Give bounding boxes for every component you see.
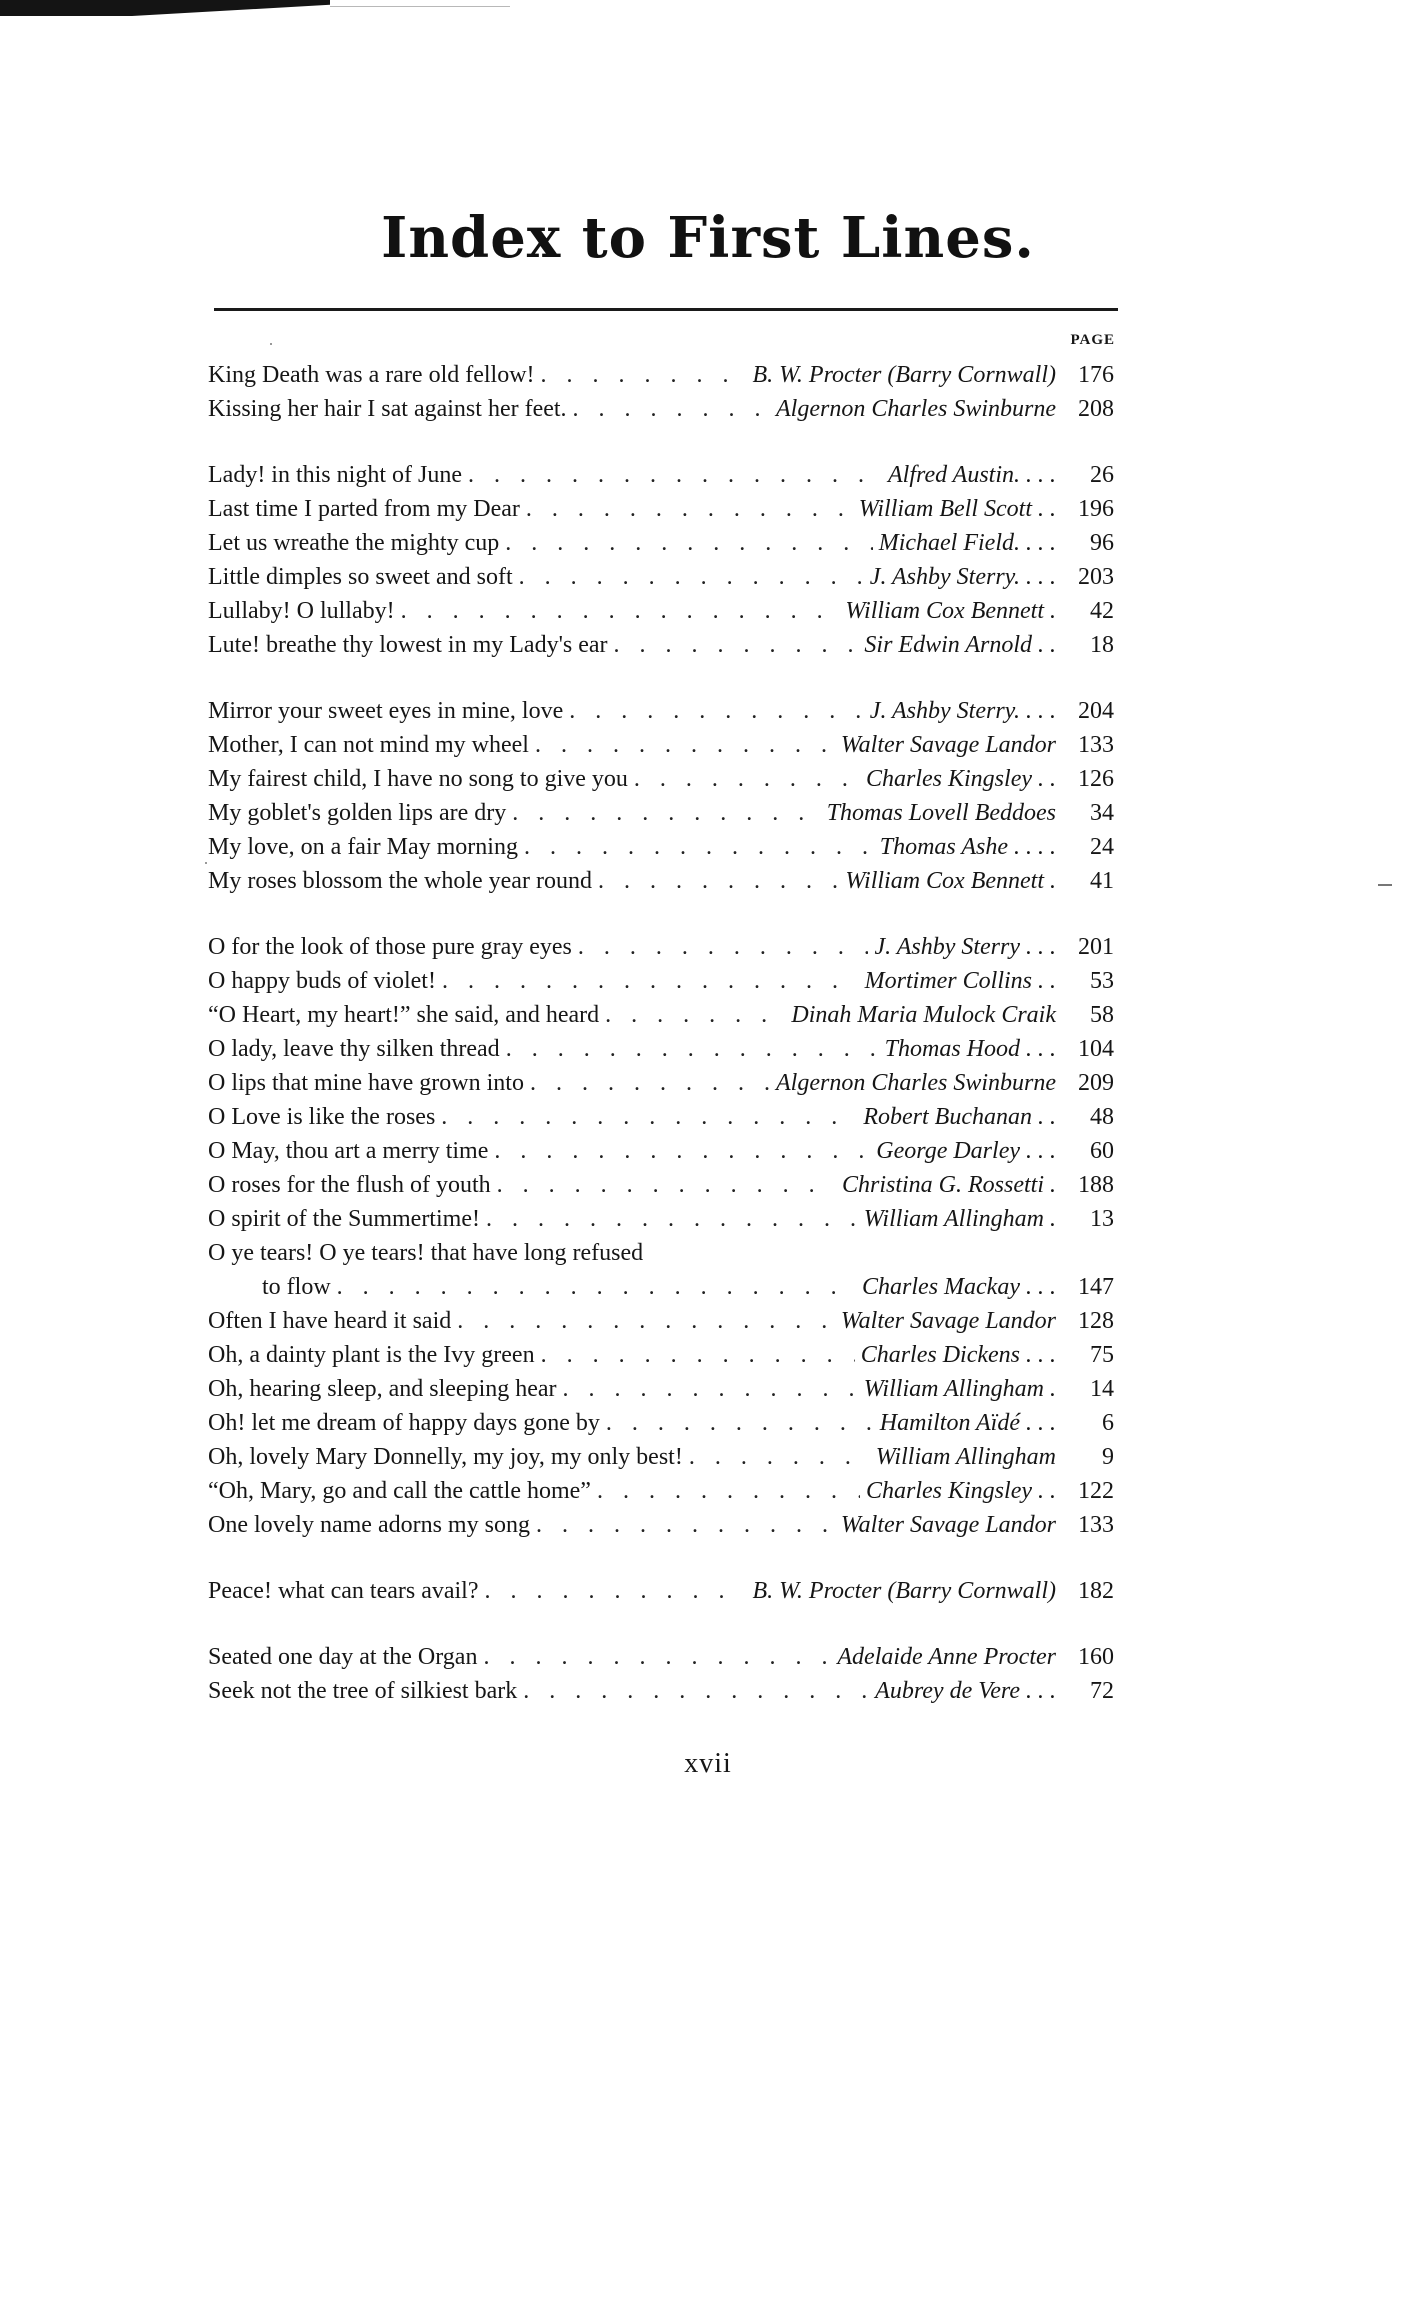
first-line: Let us wreathe the mighty cup	[208, 530, 500, 556]
dot-leader	[401, 594, 840, 628]
index-group	[208, 458, 1114, 662]
page-number: 122	[1078, 1478, 1114, 1504]
dot-leader	[689, 1440, 870, 1474]
index-entry	[208, 1100, 1114, 1134]
author-name: Mortimer Collins . .	[864, 968, 1056, 994]
index-entry	[208, 1640, 1114, 1674]
first-line: Little dimples so sweet and soft	[208, 564, 513, 590]
page-number: 14	[1090, 1376, 1114, 1402]
first-line: One lovely name adorns my song	[208, 1512, 530, 1538]
author-name: William Cox Bennett .	[845, 598, 1056, 624]
index-entry	[208, 964, 1114, 998]
page-number: 72	[1090, 1678, 1114, 1704]
author-name: Robert Buchanan . .	[863, 1104, 1056, 1130]
page-number: 34	[1090, 800, 1114, 826]
dot-leader	[541, 358, 747, 392]
page-number: 133	[1078, 732, 1114, 758]
dot-leader	[506, 1032, 879, 1066]
index-entry	[208, 1406, 1114, 1440]
index-entry	[208, 1508, 1114, 1542]
index-entry	[208, 1574, 1114, 1608]
page-number: 13	[1090, 1206, 1114, 1232]
page-number: 53	[1090, 968, 1114, 994]
index-entry	[208, 1372, 1114, 1406]
page-number: 96	[1090, 530, 1114, 556]
author-name: Charles Mackay . . .	[862, 1274, 1056, 1300]
author-name: J. Ashby Sterry . . .	[874, 934, 1056, 960]
page-number: 42	[1090, 598, 1114, 624]
index-entry	[208, 1304, 1114, 1338]
first-line-continuation: to flow	[262, 1274, 331, 1300]
dot-leader	[535, 728, 835, 762]
page-number: 6	[1102, 1410, 1114, 1436]
first-line: O Love is like the roses	[208, 1104, 436, 1130]
page-number: 176	[1078, 362, 1114, 388]
page-folio: xvii	[684, 1748, 732, 1779]
dot-leader	[519, 560, 864, 594]
first-line: “Oh, Mary, go and call the cattle home”	[208, 1478, 591, 1504]
author-name: B. W. Procter (Barry Cornwall)	[752, 362, 1056, 388]
index-entry	[208, 358, 1114, 392]
page-number: 203	[1078, 564, 1114, 590]
first-line: “O Heart, my heart!” she said, and heard	[208, 1002, 600, 1028]
dot-leader	[530, 1066, 770, 1100]
page-number: 182	[1078, 1578, 1114, 1604]
first-line: Often I have heard it said	[208, 1308, 452, 1334]
first-line: O spirit of the Summertime!	[208, 1206, 480, 1232]
author-name: Walter Savage Landor	[840, 1308, 1056, 1334]
dot-leader	[494, 1134, 870, 1168]
page-number: 104	[1078, 1036, 1114, 1062]
index-entry-continuation	[208, 1270, 1114, 1304]
author-name: Charles Kingsley . .	[866, 1478, 1056, 1504]
index-entry	[208, 458, 1114, 492]
title-rule	[214, 308, 1118, 311]
dot-leader	[541, 1338, 855, 1372]
author-name: Aubrey de Vere . . .	[875, 1678, 1056, 1704]
index-entry	[208, 1440, 1114, 1474]
author-name: William Cox Bennett .	[845, 868, 1056, 894]
author-name: Christina G. Rossetti .	[841, 1172, 1056, 1198]
first-line: My roses blossom the whole year round	[208, 868, 592, 894]
first-line: Peace! what can tears avail?	[208, 1578, 479, 1604]
page-column-heading: PAGE	[1070, 332, 1115, 348]
index-entry	[208, 560, 1114, 594]
dot-leader	[614, 628, 859, 662]
author-name: Thomas Lovell Beddoes	[826, 800, 1056, 826]
first-line: Oh, hearing sleep, and sleeping hear	[208, 1376, 557, 1402]
page-number: 60	[1090, 1138, 1114, 1164]
page-number: 18	[1090, 632, 1114, 658]
page-number: 9	[1102, 1444, 1114, 1470]
dot-leader	[497, 1168, 836, 1202]
index-entry	[208, 526, 1114, 560]
first-line: O May, thou art a merry time	[208, 1138, 489, 1164]
first-line: O for the look of those pure gray eyes	[208, 934, 572, 960]
index-entry	[208, 492, 1114, 526]
dot-leader	[578, 930, 869, 964]
author-name: Dinah Maria Mulock Craik	[791, 1002, 1056, 1028]
dot-leader	[468, 458, 882, 492]
dot-leader	[512, 796, 820, 830]
margin-mark	[1378, 884, 1392, 886]
author-name: Walter Savage Landor	[840, 1512, 1056, 1538]
first-line: My fairest child, I have no song to give you	[208, 766, 628, 792]
index-entry	[208, 1202, 1114, 1236]
first-line: My love, on a fair May morning	[208, 834, 518, 860]
index-group	[208, 358, 1114, 426]
index-entry	[208, 796, 1114, 830]
page-number: 204	[1078, 698, 1114, 724]
page-number: 201	[1078, 934, 1114, 960]
index-entry	[208, 694, 1114, 728]
dot-leader	[337, 1270, 856, 1304]
author-name: George Darley . . .	[876, 1138, 1056, 1164]
author-name: Sir Edwin Arnold . .	[864, 632, 1056, 658]
author-name: Hamilton Aïdé . . .	[879, 1410, 1056, 1436]
index-group	[208, 1574, 1114, 1608]
dot-leader	[605, 998, 785, 1032]
first-line: Seek not the tree of silkiest bark	[208, 1678, 518, 1704]
author-name: Thomas Ashe . . . .	[879, 834, 1056, 860]
page-number: 208	[1078, 396, 1114, 422]
dot-leader	[483, 1640, 831, 1674]
page-number: 75	[1090, 1342, 1114, 1368]
dot-leader	[606, 1406, 874, 1440]
page-title: Index to First Lines.	[381, 205, 1035, 271]
index-entry	[208, 628, 1114, 662]
dot-leader	[441, 1100, 857, 1134]
first-line: Lute! breathe thy lowest in my Lady's ear	[208, 632, 608, 658]
page-number: 128	[1078, 1308, 1114, 1334]
first-line: O roses for the flush of youth	[208, 1172, 491, 1198]
index-entry	[208, 728, 1114, 762]
first-line: Lady! in this night of June	[208, 462, 462, 488]
page-number: 126	[1078, 766, 1114, 792]
first-line: O ye tears! O ye tears! that have long refused	[208, 1240, 644, 1266]
first-line: Seated one day at the Organ	[208, 1644, 478, 1670]
index-group	[208, 1640, 1114, 1708]
index-entry	[208, 1236, 1114, 1270]
dot-leader	[523, 1674, 869, 1708]
first-line: O lips that mine have grown into	[208, 1070, 524, 1096]
author-name: B. W. Procter (Barry Cornwall)	[752, 1578, 1056, 1604]
scan-speck	[270, 343, 272, 345]
dot-leader	[634, 762, 860, 796]
page-number: 41	[1090, 868, 1114, 894]
index-entry	[208, 594, 1114, 628]
first-line: Lullaby! O lullaby!	[208, 598, 395, 624]
scan-edge-line	[330, 6, 510, 7]
author-name: Charles Dickens . . .	[860, 1342, 1056, 1368]
author-name: J. Ashby Sterry. . . .	[869, 698, 1056, 724]
index-entry	[208, 1474, 1114, 1508]
dot-leader	[526, 492, 853, 526]
scan-edge-mark	[0, 0, 330, 16]
first-line: O happy buds of violet!	[208, 968, 436, 994]
author-name: Michael Field. . . .	[878, 530, 1056, 556]
index-entry	[208, 1066, 1114, 1100]
index-entry	[208, 1674, 1114, 1708]
first-lines-index	[208, 358, 1114, 1740]
first-line: Kissing her hair I sat against her feet.	[208, 396, 567, 422]
author-name: William Allingham .	[863, 1376, 1056, 1402]
dot-leader	[524, 830, 874, 864]
page-number: 58	[1090, 1002, 1114, 1028]
dot-leader	[598, 864, 839, 898]
author-name: Algernon Charles Swinburne	[776, 1070, 1056, 1096]
page-number: 26	[1090, 462, 1114, 488]
author-name: Walter Savage Landor	[840, 732, 1056, 758]
index-entry	[208, 1032, 1114, 1066]
author-name: Adelaide Anne Procter	[837, 1644, 1056, 1670]
index-entry	[208, 930, 1114, 964]
dot-leader	[486, 1202, 858, 1236]
author-name: Charles Kingsley . .	[866, 766, 1056, 792]
first-line: Oh, lovely Mary Donnelly, my joy, my only best!	[208, 1444, 683, 1470]
dot-leader	[573, 392, 770, 426]
index-entry	[208, 392, 1114, 426]
author-name: Thomas Hood . . .	[884, 1036, 1056, 1062]
page-number: 209	[1078, 1070, 1114, 1096]
page-number: 48	[1090, 1104, 1114, 1130]
index-entry	[208, 1134, 1114, 1168]
scan-speck	[205, 862, 207, 864]
first-line: Mother, I can not mind my wheel	[208, 732, 529, 758]
author-name: William Allingham	[875, 1444, 1056, 1470]
index-entry	[208, 998, 1114, 1032]
page-number: 24	[1090, 834, 1114, 860]
author-name: William Bell Scott . .	[858, 496, 1056, 522]
first-line: Oh! let me dream of happy days gone by	[208, 1410, 600, 1436]
dot-leader	[597, 1474, 860, 1508]
page-number: 188	[1078, 1172, 1114, 1198]
page-number: 160	[1078, 1644, 1114, 1670]
index-entry	[208, 762, 1114, 796]
page-number: 147	[1078, 1274, 1114, 1300]
dot-leader	[563, 1372, 858, 1406]
first-line: Mirror your sweet eyes in mine, love	[208, 698, 564, 724]
index-group	[208, 930, 1114, 1542]
dot-leader	[536, 1508, 835, 1542]
index-entry	[208, 864, 1114, 898]
dot-leader	[457, 1304, 835, 1338]
author-name: William Allingham .	[863, 1206, 1056, 1232]
author-name: Algernon Charles Swinburne	[776, 396, 1056, 422]
dot-leader	[485, 1574, 747, 1608]
author-name: Alfred Austin. . . .	[888, 462, 1056, 488]
dot-leader	[505, 526, 872, 560]
first-line: King Death was a rare old fellow!	[208, 362, 535, 388]
first-line: My goblet's golden lips are dry	[208, 800, 507, 826]
page-number: 196	[1078, 496, 1114, 522]
page-number: 133	[1078, 1512, 1114, 1538]
first-line: Oh, a dainty plant is the Ivy green	[208, 1342, 535, 1368]
dot-leader	[442, 964, 859, 998]
index-entry	[208, 1338, 1114, 1372]
author-name: J. Ashby Sterry. . . .	[869, 564, 1056, 590]
first-line: Last time I parted from my Dear	[208, 496, 520, 522]
dot-leader	[569, 694, 864, 728]
first-line: O lady, leave thy silken thread	[208, 1036, 500, 1062]
index-entry	[208, 830, 1114, 864]
index-entry	[208, 1168, 1114, 1202]
index-group	[208, 694, 1114, 898]
